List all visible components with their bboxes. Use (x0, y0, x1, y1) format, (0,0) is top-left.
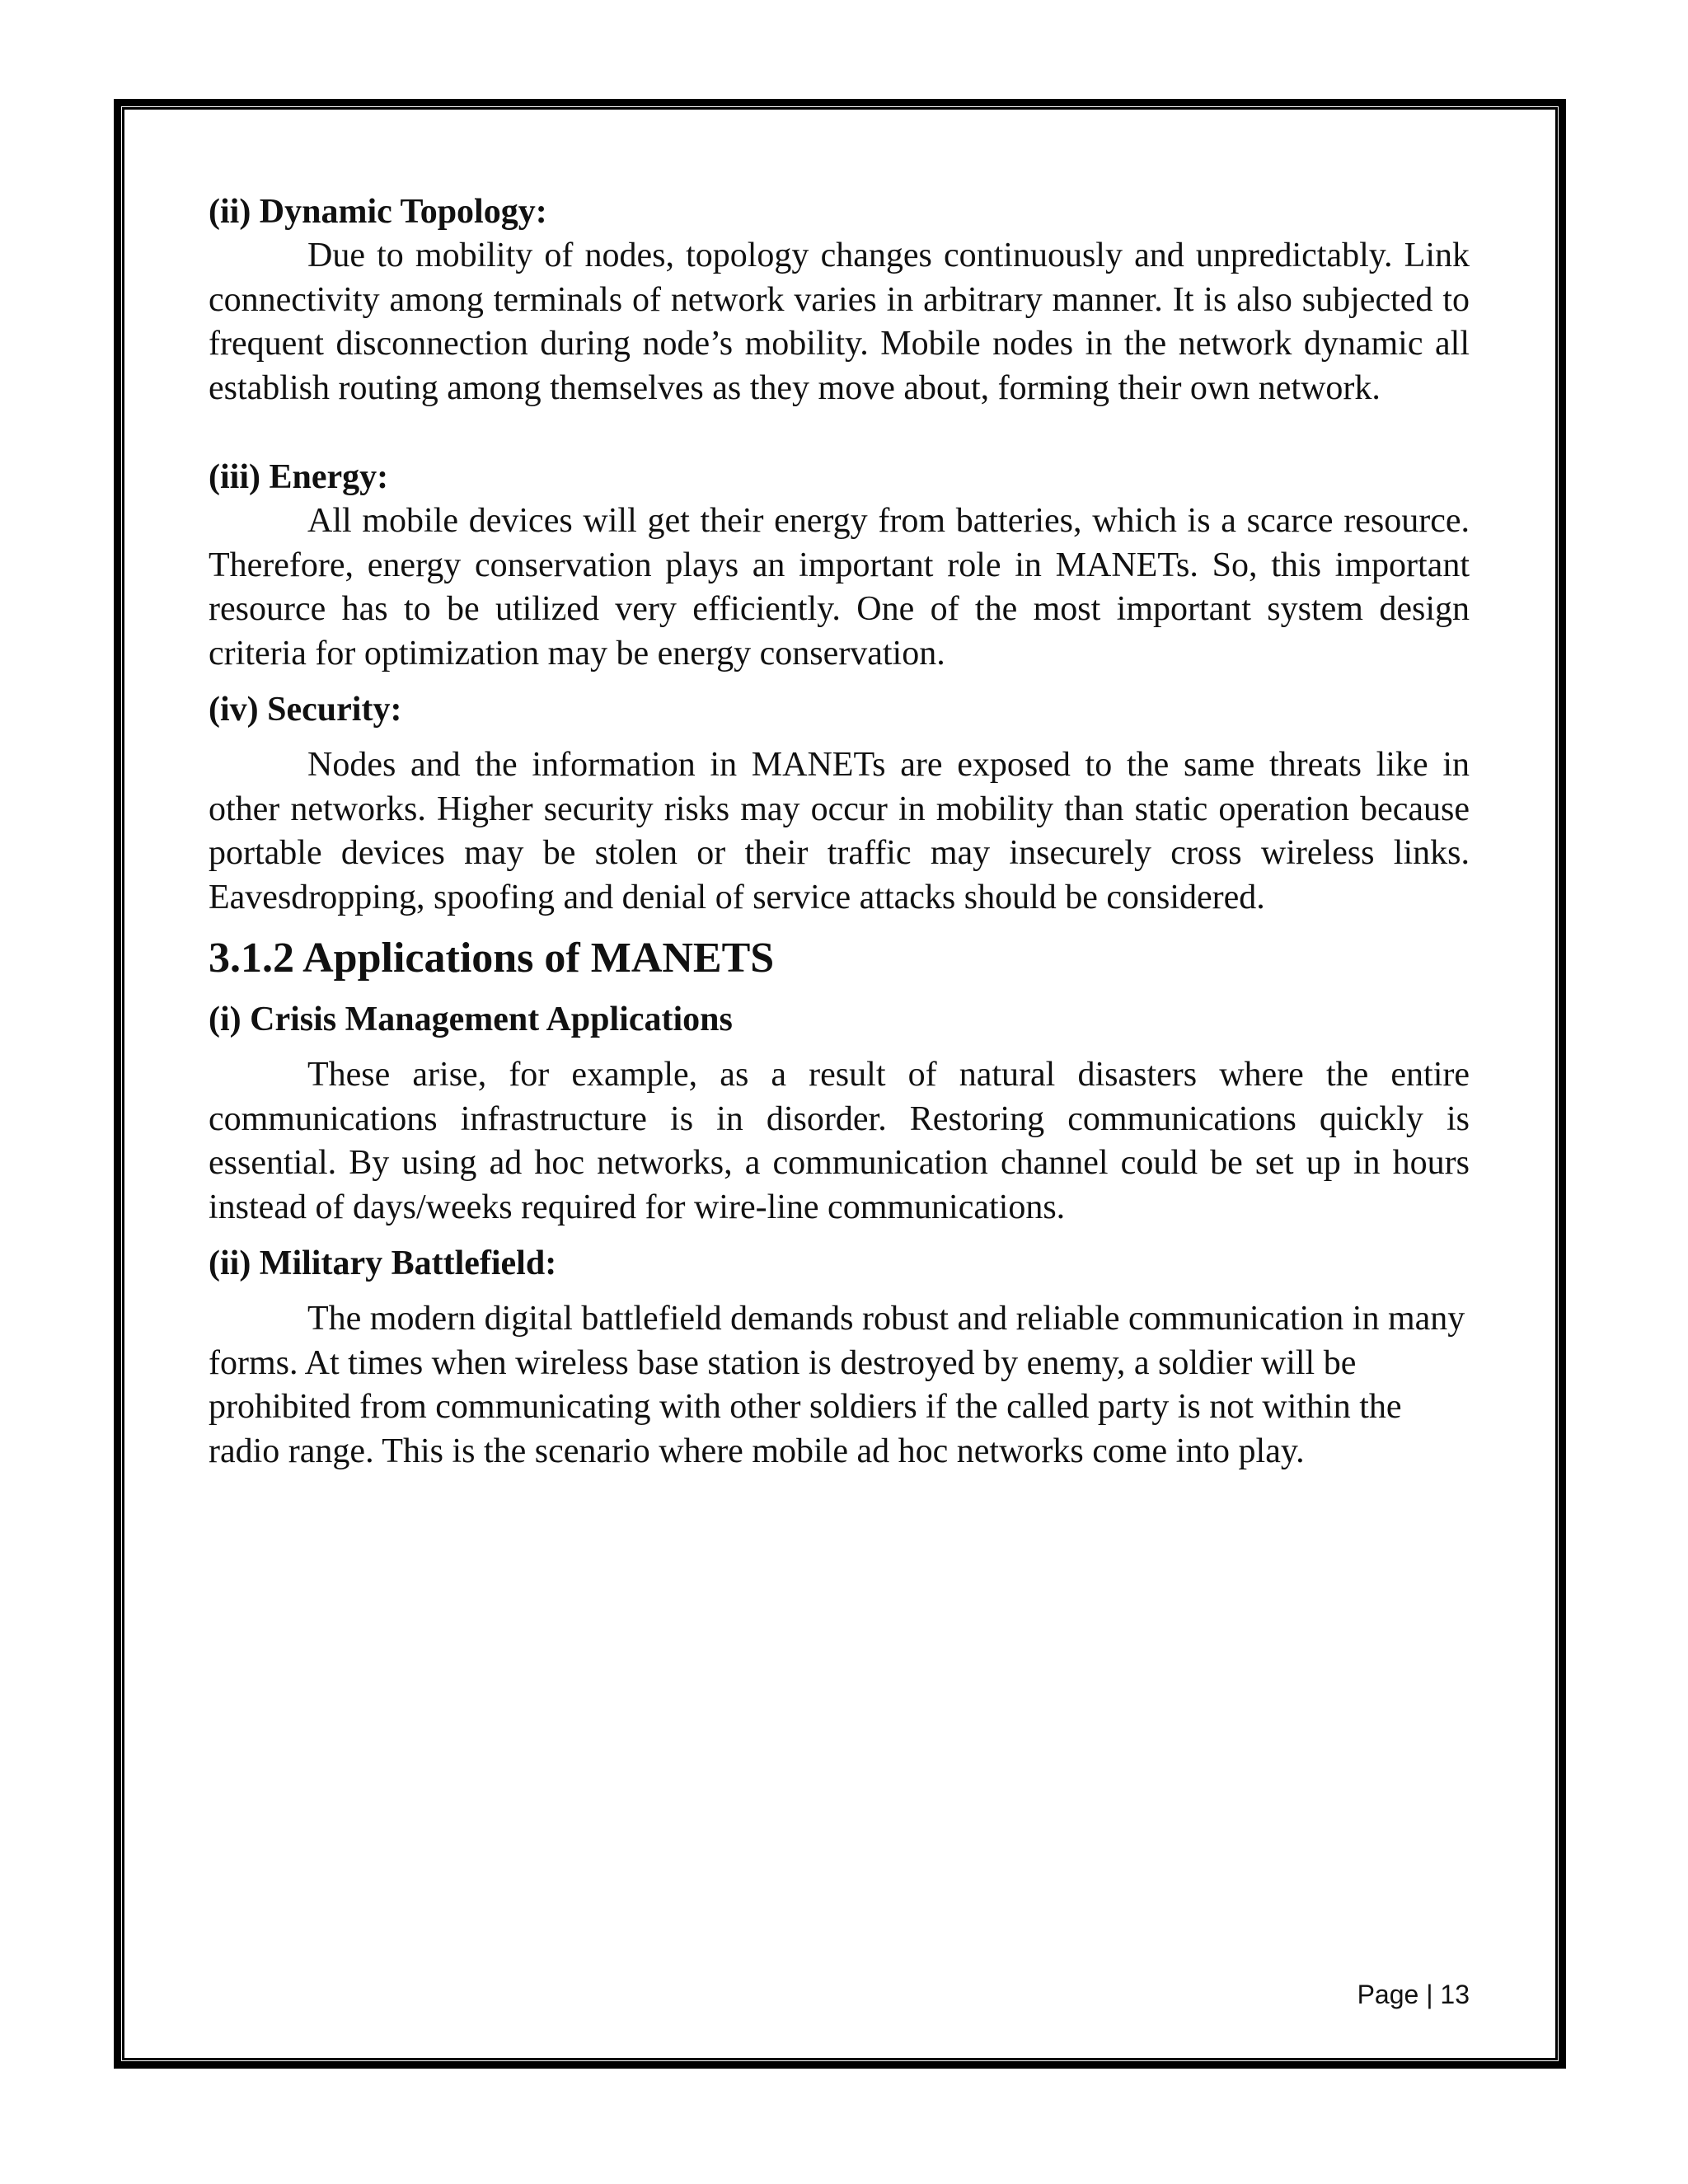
page-number: Page | 13 (1357, 1980, 1470, 2009)
dynamic-topology-paragraph: Due to mobility of nodes, topology changes continuously and unpredictably. Link connectivity among terminals of network varies in arbitrary manner. It is also subjected to frequent disconnection during node’s mobility. Mobile nodes in the network dynamic all establish routing among themselves as they move about, forming their own network. (209, 237, 1470, 407)
security-heading: (iv) Security: (209, 691, 402, 729)
energy-heading: (iii) Energy: (209, 458, 389, 496)
crisis-management-paragraph: These arise, for example, as a result of natural disasters where the entire communications infrastructure is in disorder. Restoring communications quickly is essential. By using ad hoc networks, a communication channel could be set up in hours instead of days/weeks required for wire-line communications. (209, 1056, 1470, 1226)
security-paragraph: Nodes and the information in MANETs are exposed to the same threats like in other networks. Higher security risks may occur in mobility than static operation because portable devices may be stolen or their traffic may insecurely cross wireless links. Eavesdropping, spoofing and denial of service attacks should be considered. (209, 746, 1470, 916)
energy-paragraph: All mobile devices will get their energy from batteries, which is a scarce resource. Therefore, energy conservation plays an important role in MANETs. So, this important resource has to be utilized very efficiently. One of the most important system design criteria for optimization may be energy conservation. (209, 502, 1470, 673)
military-battlefield-paragraph: The modern digital battlefield demands robust and reliable communication in many forms. At times when wireless base station is destroyed by enemy, a soldier will be prohibited from communicating with other soldiers if the called party is not within the radio range. This is the scenario where mobile ad hoc networks come into play. (209, 1300, 1465, 1470)
military-battlefield-heading: (ii) Military Battlefield: (209, 1244, 557, 1282)
applications-section-heading: 3.1.2 Applications of MANETS (209, 935, 775, 982)
crisis-management-heading: (i) Crisis Management Applications (209, 1001, 733, 1038)
dynamic-topology-heading: (ii) Dynamic Topology: (209, 193, 547, 231)
document-content (209, 190, 1470, 1474)
